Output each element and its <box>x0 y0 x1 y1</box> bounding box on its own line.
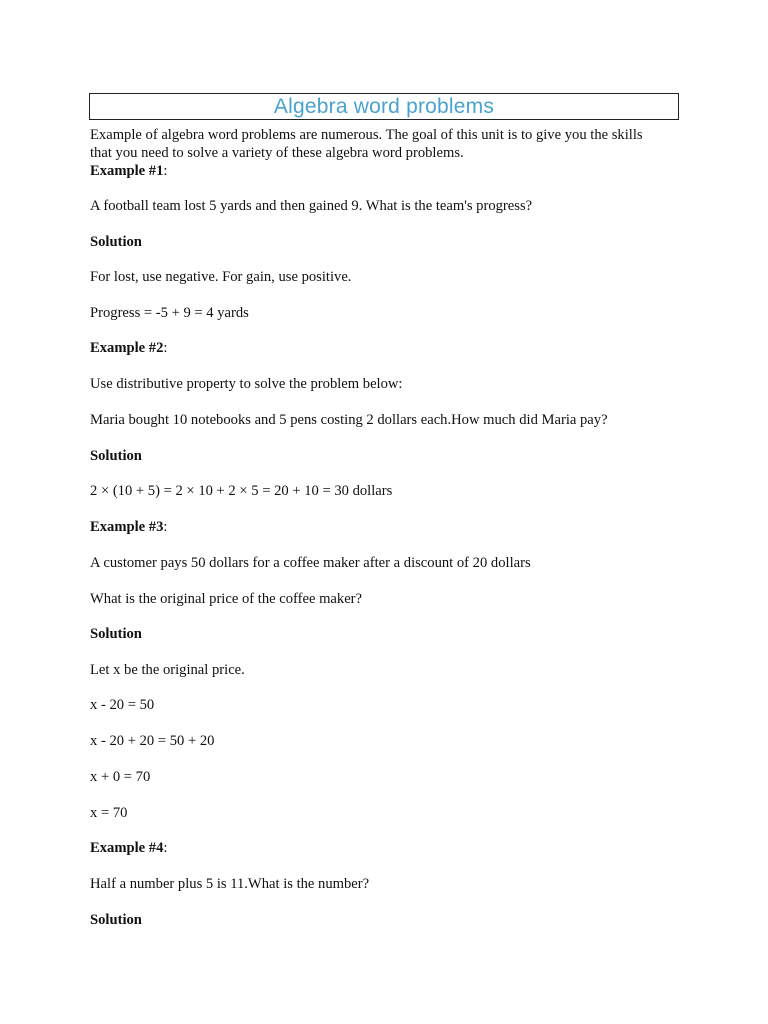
example-3-step-2: x - 20 = 50 <box>90 697 155 713</box>
example-3-step-1: Let x be the original price. <box>90 662 245 678</box>
example-3-solution-label: Solution <box>90 626 142 642</box>
example-1-solution-label: Solution <box>90 234 142 250</box>
example-2-step-1: 2 × (10 + 5) = 2 × 10 + 2 × 5 = 20 + 10 = 30 dollars <box>90 483 393 499</box>
example-1-problem: A football team lost 5 yards and then gained 9. What is the team's progress? <box>90 198 533 214</box>
example-2-heading: Example #2: <box>90 340 168 356</box>
example-3-problem-line-1: A customer pays 50 dollars for a coffee maker after a discount of 20 dollars <box>90 555 531 571</box>
intro-line-2: that you need to solve a variety of these algebra word problems. <box>90 145 464 161</box>
example-3-problem-line-2: What is the original price of the coffee maker? <box>90 591 363 607</box>
example-3-step-4: x + 0 = 70 <box>90 769 151 785</box>
example-2-problem-line-2: Maria bought 10 notebooks and 5 pens costing 2 dollars each.How much did Maria pay? <box>90 412 608 428</box>
example-label: Example #4 <box>90 840 164 856</box>
example-1-step-2: Progress = -5 + 9 = 4 yards <box>90 305 249 321</box>
example-4-problem: Half a number plus 5 is 11.What is the number? <box>90 876 370 892</box>
example-1-heading: Example #1: <box>90 163 168 179</box>
example-3-step-5: x = 70 <box>90 805 128 821</box>
example-3-heading: Example #3: <box>90 519 168 535</box>
example-3-step-3: x - 20 + 20 = 50 + 20 <box>90 733 215 749</box>
example-label: Example #3 <box>90 519 164 535</box>
intro-line-1: Example of algebra word problems are numerous. The goal of this unit is to give you the skills <box>90 127 643 143</box>
example-4-solution-label: Solution <box>90 912 142 928</box>
example-label: Example #2 <box>90 340 164 356</box>
title-box <box>89 93 679 120</box>
page-title: Algebra word problems <box>273 95 495 118</box>
example-2-solution-label: Solution <box>90 448 142 464</box>
example-label: Example #1 <box>90 163 164 179</box>
example-2-problem-line-1: Use distributive property to solve the problem below: <box>90 376 403 392</box>
example-4-heading: Example #4: <box>90 840 168 856</box>
example-1-step-1: For lost, use negative. For gain, use positive. <box>90 269 352 285</box>
